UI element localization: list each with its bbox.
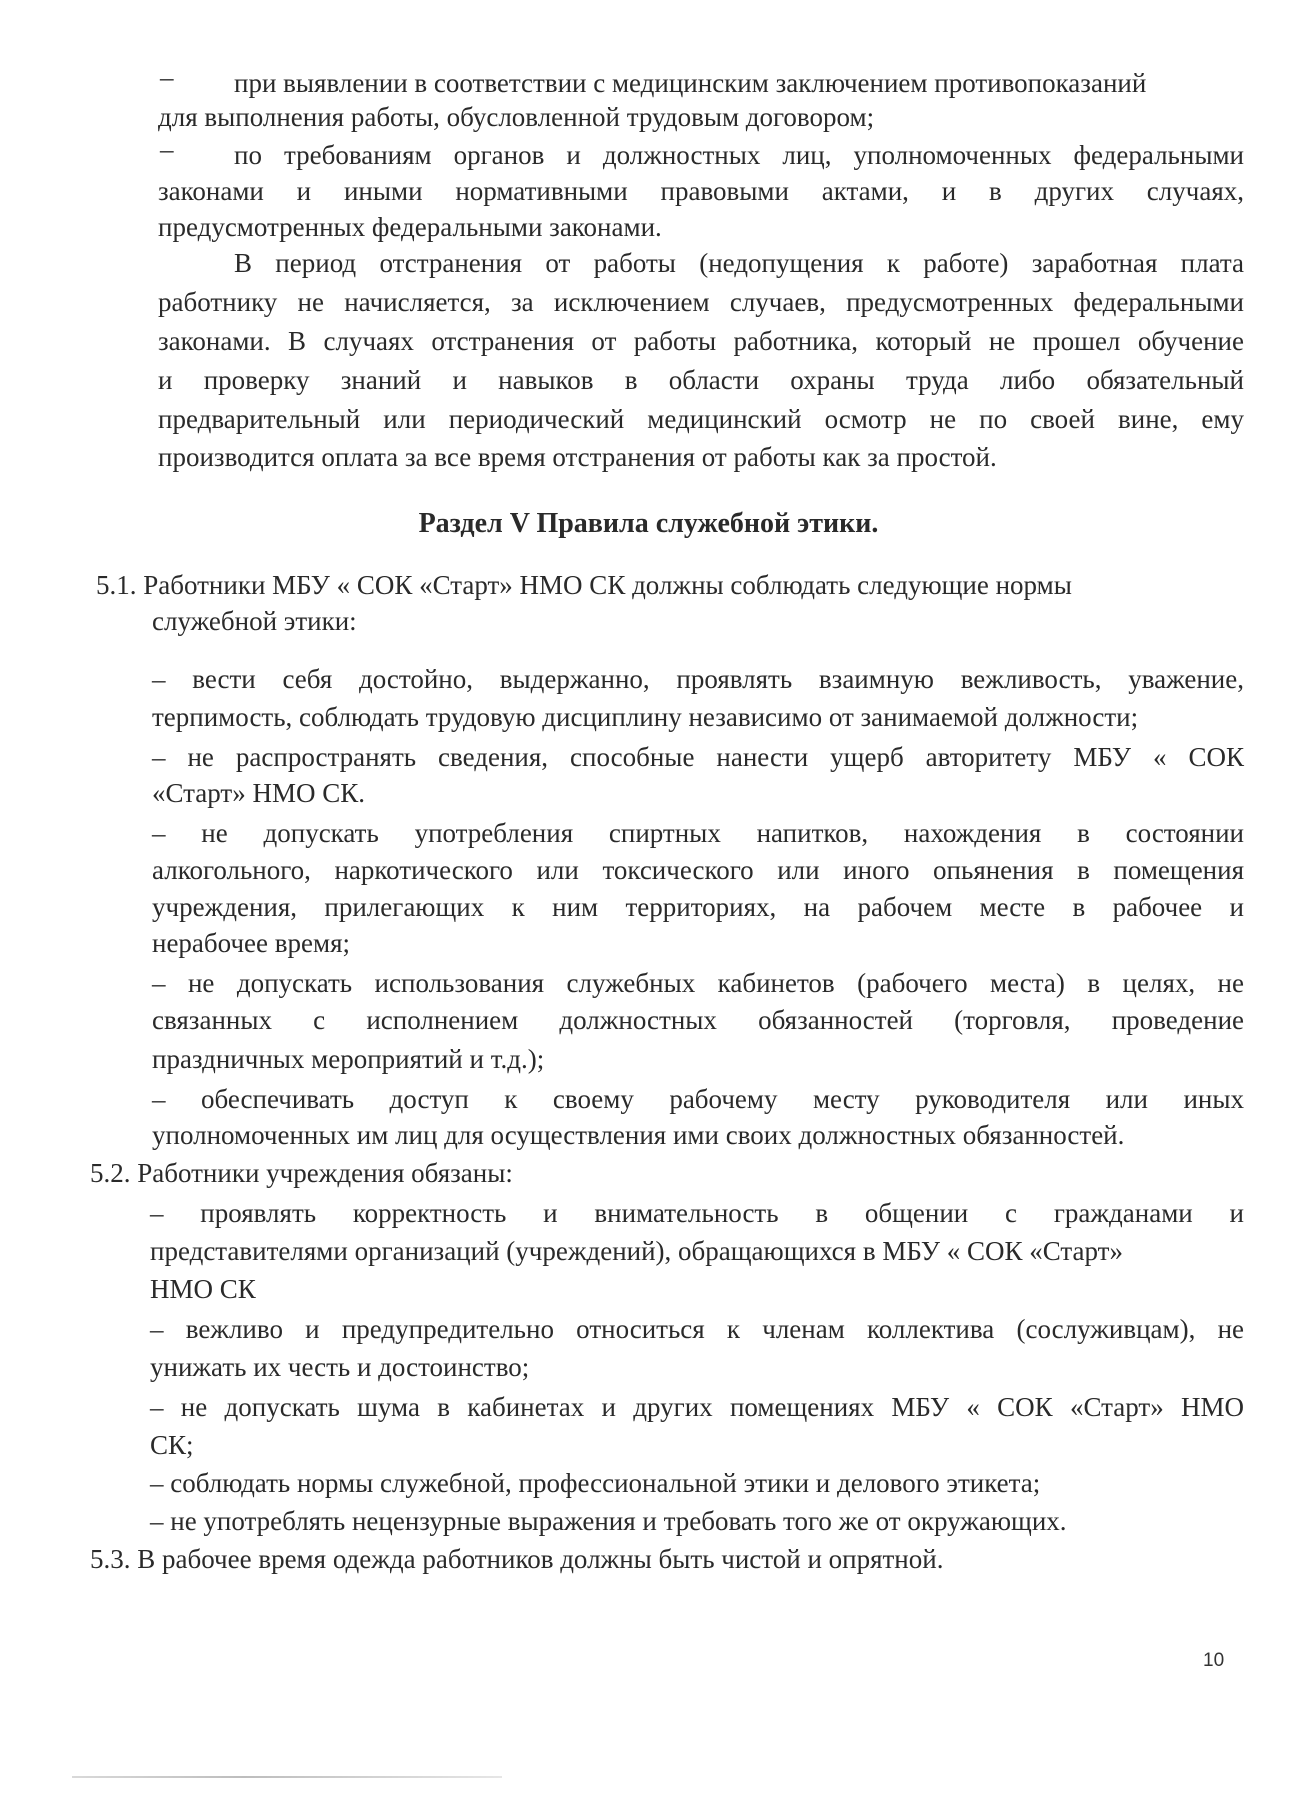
pay-paragraph-line-2: работнику не начисляется, за исключением случаев, предусмотренных федеральными xyxy=(158,287,1244,317)
clause-5-1-item-4-line-2: связанных с исполнением должностных обязанностей (торговля, проведение xyxy=(152,1005,1244,1035)
clause-5-1-item-1-line-2: терпимость, соблюдать трудовую дисциплину независимо от занимаемой должности; xyxy=(152,702,1139,732)
clause-5-2-item-4: – соблюдать нормы служебной, профессиональной этики и делового этикета; xyxy=(150,1468,1041,1498)
pay-paragraph-line-3: законами. В случаях отстранения от работы работника, который не прошел обучение xyxy=(158,326,1244,356)
section-title: Раздел V Правила служебной этики. xyxy=(418,508,879,539)
clause-5-2-item-1-line-1: – проявлять корректность и внимательность в общении с гражданами и xyxy=(150,1198,1244,1228)
clause-5-1-item-1: – вести себя достойно, выдержанно, проявлять взаимную вежливость, уважение, xyxy=(152,664,1244,694)
page-number: 10 xyxy=(1203,1650,1225,1671)
clause-5-1-item-4-line-1: – не допускать использования служебных кабинетов (рабочего места) в целях, не xyxy=(152,968,1244,998)
list-dash: – xyxy=(160,134,174,164)
clause-5-1-item-5-line-2: уполномоченных им лиц для осуществления ими своих должностных обязанностей. xyxy=(152,1120,1125,1150)
clause-5-1-line-1: 5.1. Работники МБУ « СОК «Старт» НМО СК должны соблюдать следующие нормы xyxy=(96,570,1072,600)
clause-5-2-item-2-line-2: унижать их честь и достоинство; xyxy=(150,1352,530,1382)
top-item-2-line-1: по требованиям органов и должностных лиц, уполномоченных федеральными xyxy=(234,140,1244,170)
clause-5-1-item-4-line-3: праздничных мероприятий и т.д.); xyxy=(152,1044,545,1074)
clause-5-1-item-3-line-1: – не допускать употребления спиртных напитков, нахождения в состоянии xyxy=(152,818,1244,848)
scan-edge-line xyxy=(72,1776,502,1778)
clause-5-3-line-1: 5.3. В рабочее время одежда работников должны быть чистой и опрятной. xyxy=(90,1544,944,1574)
pay-paragraph-line-5: предварительный или периодический медицинский осмотр не по своей вине, ему xyxy=(158,404,1244,434)
top-item-2-line-2: законами и иными нормативными правовыми актами, и в других случаях, xyxy=(158,176,1244,206)
top-item-2-line-3: предусмотренных федеральными законами. xyxy=(158,212,662,242)
clause-5-2-item-2-line-1: – вежливо и предупредительно относиться к членам коллектива (сослуживцам), не xyxy=(150,1314,1244,1344)
pay-paragraph-line-1: В период отстранения от работы (недопущения к работе) заработная плата xyxy=(234,248,1244,278)
clause-5-2-line-1: 5.2. Работники учреждения обязаны: xyxy=(90,1158,513,1188)
pay-paragraph-line-6: производится оплата за все время отстранения от работы как за простой. xyxy=(158,442,997,472)
clause-5-2-item-3-line-1: – не допускать шума в кабинетах и других помещениях МБУ « СОК «Старт» НМО xyxy=(150,1392,1244,1422)
clause-5-1-item-5-line-1: – обеспечивать доступ к своему рабочему месту руководителя или иных xyxy=(152,1084,1244,1114)
clause-5-1-item-2: – не распространять сведения, способные нанести ущерб авторитету МБУ « СОК xyxy=(152,742,1244,772)
clause-5-2-item-3-line-2: СК; xyxy=(150,1430,194,1460)
clause-5-1-line-2: служебной этики: xyxy=(152,606,357,636)
top-item-1-line-2: для выполнения работы, обусловленной трудовым договором; xyxy=(158,102,875,132)
clause-5-2-item-1-line-2: представителями организаций (учреждений), обращающихся в МБУ « СОК «Старт» xyxy=(150,1236,1123,1266)
clause-5-1-item-3-line-3: учреждения, прилегающих к ним территориях, на рабочем месте в рабочее и xyxy=(152,892,1244,922)
clause-5-1-item-3-line-4: нерабочее время; xyxy=(152,928,350,958)
pay-paragraph-line-4: и проверку знаний и навыков в области охраны труда либо обязательный xyxy=(158,365,1244,395)
clause-5-2-item-5: – не употреблять нецензурные выражения и требовать того же от окружающих. xyxy=(150,1506,1067,1536)
clause-5-2-item-1-line-3: НМО СК xyxy=(150,1274,256,1304)
clause-5-1-item-2-line-2: «Старт» НМО СК. xyxy=(152,778,365,808)
clause-5-1-item-3-line-2: алкогольного, наркотического или токсического или иного опьянения в помещения xyxy=(152,855,1244,885)
top-item-1-line-1: при выявлении в соответствии с медицинским заключением противопоказаний xyxy=(234,68,1147,98)
list-dash: – xyxy=(160,62,174,92)
